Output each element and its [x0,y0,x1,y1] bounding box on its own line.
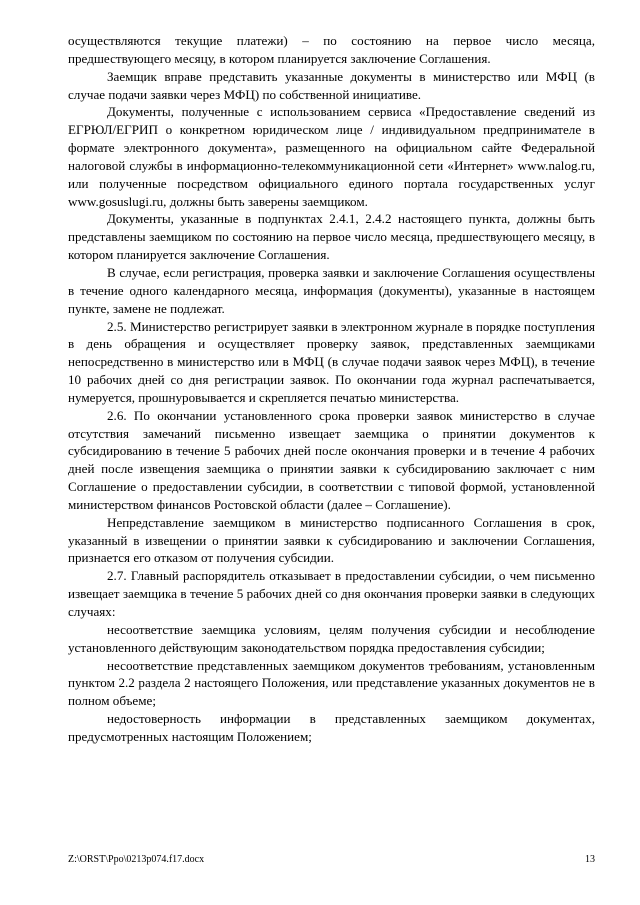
paragraph: Документы, указанные в подпунктах 2.4.1, 2.4.2 настоящего пункта, должны быть представлены заемщиком по состоянию на первое число месяца, предшествующего месяцу, в котором планируется заключение Соглашения. [68,211,595,263]
list-item-paragraph: несоответствие представленных заемщиком документов требованиям, установленным пунктом 2.2 раздела 2 настоящего Положения, или представление указанных документов не в полном объеме; [68,657,595,709]
page-number: 13 [585,854,595,865]
paragraph: Непредставление заемщиком в министерство подписанного Соглашения в срок, указанный в извещении о принятии заявки к субсидированию и заключении Соглашения, признается его отказом от получения субсидии. [68,514,595,566]
footer-file-path: Z:\ORST\Ppo\0213p074.f17.docx [68,854,205,865]
paragraph: 2.6. По окончании установленного срока проверки заявок министерство в случае отсутствия замечаний письменно извещает заемщика о принятии документов к субсидированию в течение 5 рабочих дней после окончания проверки и в течение 4 рабочих дней после извещения заемщика о принятии заявки к субсидированию заключает с ним Соглашение о предоставлении субсидии, в соответствии с типовой формой, установленной министерством финансов Ростовской области (далее – Соглашение). [68,407,595,512]
paragraph: Заемщик вправе представить указанные документы в министерство или МФЦ (в случае подачи заявки через МФЦ) по собственной инициативе. [68,68,595,102]
list-item-paragraph: несоответствие заемщика условиям, целям получения субсидии и несоблюдение установленного действующим законодательством порядка предоставления субсидии; [68,621,595,655]
paragraph: 2.5. Министерство регистрирует заявки в электронном журнале в порядке поступления в день обращения и осуществляет проверку заявок, представленных заемщиками непосредственно в министерство или в МФЦ (в случае подачи заявок через МФЦ), в течение 10 рабочих дней со дня регистрации заявок. По окончании года журнал распечатывается, нумеруется, прошнуровывается и скрепляется печатью министерства. [68,318,595,405]
paragraph: осуществляются текущие платежи) – по состоянию на первое число месяца, предшествующего месяцу, в котором планируется заключение Соглашения. [68,33,595,66]
paragraph: В случае, если регистрация, проверка заявки и заключение Соглашения осуществлены в течение одного календарного месяца, информация (документы), указанные в настоящем пункте, замене не подлежат. [68,264,595,316]
paragraph: 2.7. Главный распорядитель отказывает в предоставлении субсидии, о чем письменно извещает заемщика в течение 5 рабочих дней со дня окончания проверки заявки в следующих случаях: [68,568,595,619]
paragraph: Документы, полученные с использованием сервиса «Предоставление сведений из ЕГРЮЛ/ЕГРИП о конкретном юридическом лице / индивидуальном предпринимателе в формате электронного документа», размещенного на официальном сайте Федеральной налоговой службы в информационно-телекоммуникационной сети «Интернет» www.nalog.ru, или полученные посредством официального единого портала государственных услуг www.gosuslugi.ru, должны быть заверены заемщиком. [68,104,595,209]
list-item-paragraph: недостоверность информации в представленных заемщиком документах, предусмотренных настоящим Положением; [68,711,595,744]
document-body [68,32,595,746]
